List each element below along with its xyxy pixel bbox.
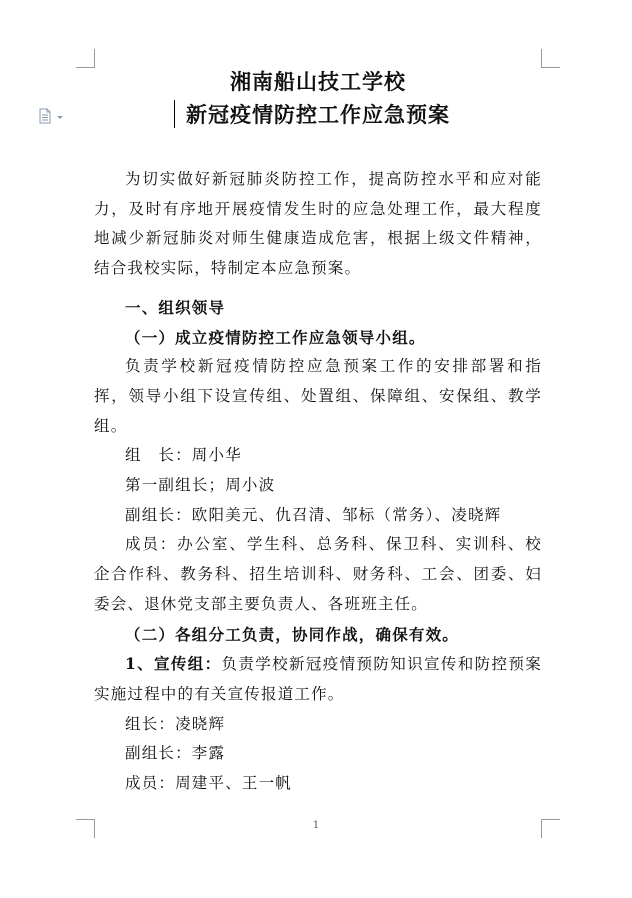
school-title: 湘南船山技工学校 xyxy=(230,69,406,94)
publicity-group-text: 负责学校新冠疫情预防知识宣传和防控预案实施过程中的有关宣传报道工作。 xyxy=(94,655,542,703)
leadership-group-description: 负责学校新冠疫情防控应急预案工作的安排部署和指挥，领导小组下设宣传组、处置组、保障组、安保组、教学组。 xyxy=(94,357,542,435)
plan-title: 新冠疫情防控工作应急预案 xyxy=(186,102,450,127)
document-body[interactable] xyxy=(94,66,542,799)
publicity-members-line: 成员：周建平、王一帆 xyxy=(125,774,293,793)
subsection-heading-division: （二）各组分工负责，协同作战，确保有效。 xyxy=(125,624,460,644)
deputy-leaders-line: 副组长：欧阳美元、仇召清、邹标（常务）、凌晓辉 xyxy=(125,505,502,524)
page-corner-top-right xyxy=(541,49,560,68)
publicity-group-label: 1、宣传组： xyxy=(125,654,222,674)
page-corner-top-left xyxy=(76,49,95,68)
document-icon[interactable] xyxy=(38,108,68,124)
publicity-deputy-line: 副组长：李露 xyxy=(125,744,226,763)
first-deputy-line: 第一副组长；周小波 xyxy=(125,476,276,495)
section-heading-organization: 一、组织领导 xyxy=(125,297,226,317)
members-paragraph: 成员：办公室、学生科、总务科、保卫科、实训科、校企合作科、教务科、招生培训科、财务科、工会、团委、妇委会、退休党支部主要负责人、各班班主任。 xyxy=(94,535,542,613)
page-number: 1 xyxy=(312,820,320,831)
intro-paragraph: 为切实做好新冠肺炎防控工作，提高防控水平和应对能力，及时有序地开展疫情发生时的应急处理工作，最大程度地减少新冠肺炎对师生健康造成危害，根据上级文件精神，结合我校实际，特制定本应急预案。 xyxy=(94,170,542,278)
group-leader-line: 组 长：周小华 xyxy=(125,446,242,465)
publicity-leader-line: 组长：凌晓辉 xyxy=(125,714,226,733)
subsection-heading-leadership-group: （一）成立疫情防控工作应急领导小组。 xyxy=(125,327,426,347)
publicity-group-item xyxy=(94,649,542,709)
